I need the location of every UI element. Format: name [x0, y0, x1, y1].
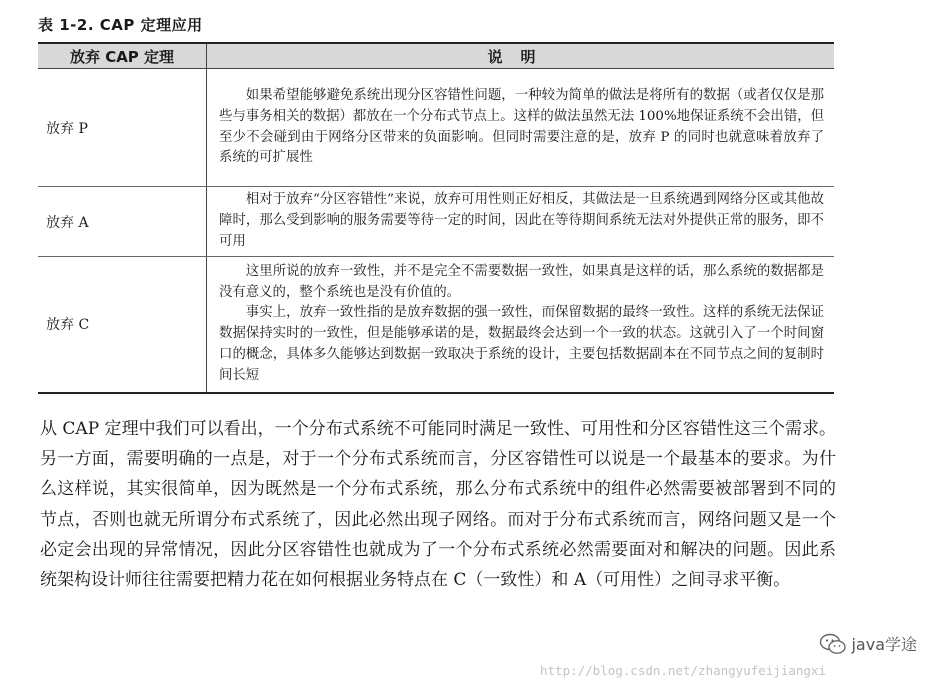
cap-table: [38, 42, 834, 394]
body-paragraph: 从 CAP 定理中我们可以看出，一个分布式系统不可能同时满足一致性、可用性和分区容错性这三个需求。另一方面，需要明确的一点是，对于一个分布式系统而言，分区容错性可以说是一个最基本的要求。为什么这样说，其实很简单，因为既然是一个分布式系统，那么分布式系统中的组件必然需要被部署到不同的节点，否则也就无所谓分布式系统了，因此必然出现子网络。而对于分布式系统而言，网络问题又是一个必定会出现的异常情况，因此分区容错性也就成为了一个分布式系统必然需要面对和解决的问题。因此系统架构设计师往往需要把精力花在如何根据业务特点在 C（一致性）和 A（可用性）之间寻求平衡。: [40, 419, 836, 591]
watermark-url: http://blog.csdn.net/zhangyufeijiangxi: [540, 663, 826, 678]
row-description: [207, 187, 835, 257]
header-abandon: 放弃 CAP 定理: [38, 43, 207, 69]
wechat-icon: [819, 633, 847, 655]
watermark-label: java学途: [851, 635, 917, 654]
row-description: [207, 257, 835, 393]
row-description: [207, 69, 835, 187]
table-row: [38, 69, 834, 187]
table-caption: 表 1-2. CAP 定理应用: [38, 16, 203, 34]
description-paragraph: 事实上，放弃一致性指的是放弃数据的强一致性，而保留数据的最终一致性。这样的系统无法保证数据保持实时的一致性，但是能够承诺的是，数据最终会达到一个一致的状态。这就引入了一个时间窗口的概念，具体多久能够达到数据一致取决于系统的设计，主要包括数据副本在不同节点之间的复制时间长短: [219, 305, 824, 383]
table-row: [38, 257, 834, 393]
description-paragraph: 如果希望能够避免系统出现分区容错性问题，一种较为简单的做法是将所有的数据（或者仅仅是那些与事务相关的数据）都放在一个分布式节点上。这样的做法虽然无法 100%地保证系统不会出错，但至少不会碰到由于网络分区带来的负面影响。但同时需要注意的是，放弃 P 的同时也就意味着放弃了系统的可扩展性: [219, 87, 824, 166]
table-header-row: [38, 43, 834, 69]
row-name: 放弃 A: [38, 187, 207, 257]
header-description: 说明: [207, 43, 835, 69]
description-paragraph: 这里所说的放弃一致性，并不是完全不需要数据一致性，如果真是这样的话，那么系统的数据都是没有意义的，整个系统也是没有价值的。: [219, 263, 824, 300]
watermark: [819, 632, 917, 655]
table-row: [38, 187, 834, 257]
row-name: 放弃 P: [38, 69, 207, 187]
description-paragraph: 相对于放弃“分区容错性”来说，放弃可用性则正好相反，其做法是一旦系统遇到网络分区或其他故障时，那么受到影响的服务需要等待一定的时间，因此在等待期间系统无法对外提供正常的服务，即不可用: [219, 192, 824, 249]
row-name: 放弃 C: [38, 257, 207, 393]
